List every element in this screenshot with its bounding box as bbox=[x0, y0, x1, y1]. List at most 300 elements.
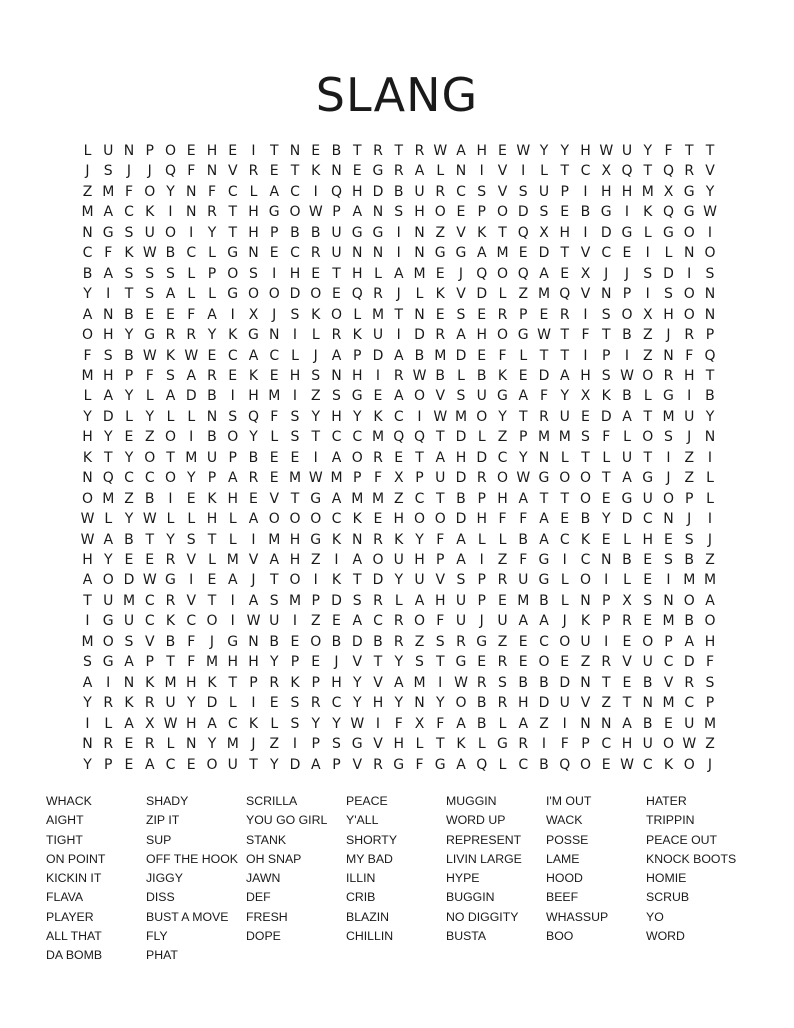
grid-letter[interactable]: A bbox=[103, 531, 114, 548]
grid-letter[interactable]: B bbox=[373, 633, 383, 650]
grid-letter[interactable]: Z bbox=[82, 183, 93, 200]
grid-letter[interactable]: D bbox=[538, 695, 550, 712]
grid-letter[interactable]: U bbox=[103, 592, 114, 609]
grid-letter[interactable]: T bbox=[539, 490, 549, 507]
grid-letter[interactable]: E bbox=[269, 449, 279, 466]
grid-letter[interactable]: S bbox=[332, 736, 341, 753]
grid-letter[interactable]: A bbox=[207, 306, 217, 323]
grid-letter[interactable]: Q bbox=[621, 163, 633, 180]
grid-letter[interactable]: R bbox=[497, 654, 508, 671]
grid-letter[interactable]: Y bbox=[560, 143, 570, 159]
grid-letter[interactable]: N bbox=[248, 245, 259, 262]
grid-letter[interactable]: L bbox=[104, 511, 113, 528]
grid-letter[interactable]: I bbox=[583, 306, 588, 323]
grid-letter[interactable]: O bbox=[683, 592, 695, 609]
grid-letter[interactable]: G bbox=[621, 490, 633, 507]
grid-letter[interactable]: B bbox=[124, 347, 134, 364]
grid-letter[interactable]: C bbox=[124, 204, 134, 221]
grid-letter[interactable]: L bbox=[228, 695, 237, 712]
grid-letter[interactable]: E bbox=[560, 265, 570, 282]
grid-letter[interactable]: Y bbox=[435, 695, 445, 712]
grid-letter[interactable]: C bbox=[144, 470, 155, 487]
grid-letter[interactable]: C bbox=[227, 347, 238, 364]
grid-letter[interactable]: H bbox=[642, 531, 653, 548]
grid-letter[interactable]: P bbox=[270, 224, 279, 241]
grid-letter[interactable]: M bbox=[351, 490, 364, 507]
grid-letter[interactable]: D bbox=[351, 633, 363, 650]
grid-letter[interactable]: R bbox=[539, 408, 549, 425]
grid-letter[interactable]: U bbox=[435, 470, 446, 487]
grid-letter[interactable]: O bbox=[268, 511, 280, 528]
grid-letter[interactable]: S bbox=[103, 347, 113, 364]
grid-letter[interactable]: K bbox=[207, 674, 217, 691]
grid-letter[interactable]: U bbox=[414, 183, 425, 200]
grid-letter[interactable]: L bbox=[270, 715, 279, 732]
grid-letter[interactable]: E bbox=[311, 143, 321, 159]
grid-letter[interactable]: R bbox=[310, 245, 321, 262]
grid-letter[interactable]: N bbox=[580, 715, 591, 732]
grid-letter[interactable]: M bbox=[185, 449, 198, 466]
grid-letter[interactable]: C bbox=[497, 449, 508, 466]
grid-letter[interactable]: O bbox=[704, 245, 716, 262]
grid-letter[interactable]: F bbox=[664, 143, 673, 159]
grid-letter[interactable]: B bbox=[580, 511, 591, 528]
grid-letter[interactable]: P bbox=[477, 572, 486, 589]
grid-letter[interactable]: L bbox=[436, 163, 445, 180]
grid-letter[interactable]: U bbox=[206, 449, 218, 466]
grid-letter[interactable]: A bbox=[539, 265, 549, 282]
grid-letter[interactable]: R bbox=[393, 163, 404, 180]
grid-letter[interactable]: I bbox=[521, 163, 526, 180]
grid-letter[interactable]: V bbox=[497, 183, 508, 200]
grid-letter[interactable]: T bbox=[643, 449, 653, 466]
grid-letter[interactable]: J bbox=[334, 654, 339, 671]
grid-letter[interactable]: S bbox=[166, 367, 175, 384]
grid-letter[interactable]: Y bbox=[124, 388, 134, 405]
grid-letter[interactable]: C bbox=[393, 408, 404, 425]
grid-letter[interactable]: D bbox=[123, 572, 135, 589]
grid-letter[interactable]: A bbox=[269, 183, 280, 200]
grid-letter[interactable]: O bbox=[704, 613, 716, 630]
grid-letter[interactable]: T bbox=[207, 592, 217, 609]
grid-letter[interactable]: J bbox=[126, 163, 132, 180]
grid-letter[interactable]: V bbox=[144, 633, 155, 650]
grid-letter[interactable]: L bbox=[415, 736, 424, 753]
grid-letter[interactable]: J bbox=[85, 163, 90, 180]
grid-letter[interactable]: K bbox=[394, 531, 404, 548]
grid-letter[interactable]: A bbox=[456, 715, 466, 732]
grid-letter[interactable]: S bbox=[394, 204, 404, 221]
grid-letter[interactable]: H bbox=[248, 388, 259, 405]
grid-letter[interactable]: B bbox=[331, 143, 342, 159]
grid-letter[interactable]: S bbox=[352, 592, 362, 609]
grid-letter[interactable]: H bbox=[455, 449, 467, 466]
grid-letter[interactable]: Z bbox=[393, 490, 404, 507]
grid-letter[interactable]: R bbox=[684, 327, 695, 344]
grid-letter[interactable]: H bbox=[351, 183, 363, 200]
grid-letter[interactable]: K bbox=[290, 674, 300, 691]
grid-letter[interactable]: R bbox=[207, 204, 217, 221]
grid-letter[interactable]: C bbox=[331, 511, 342, 528]
grid-letter[interactable]: H bbox=[434, 592, 446, 609]
grid-letter[interactable]: O bbox=[434, 511, 446, 528]
grid-letter[interactable]: K bbox=[352, 327, 362, 344]
grid-letter[interactable]: R bbox=[144, 736, 155, 753]
grid-letter[interactable]: E bbox=[124, 756, 134, 773]
grid-letter[interactable]: T bbox=[207, 531, 217, 548]
grid-letter[interactable]: T bbox=[145, 531, 155, 548]
grid-letter[interactable]: O bbox=[496, 204, 508, 221]
grid-letter[interactable]: M bbox=[434, 347, 447, 364]
grid-letter[interactable]: E bbox=[601, 756, 611, 773]
grid-letter[interactable]: J bbox=[604, 265, 609, 282]
grid-letter[interactable]: O bbox=[81, 327, 94, 344]
grid-letter[interactable]: W bbox=[163, 715, 178, 732]
grid-letter[interactable]: S bbox=[145, 286, 155, 303]
grid-letter[interactable]: V bbox=[580, 695, 591, 712]
grid-letter[interactable]: Z bbox=[580, 654, 591, 671]
grid-letter[interactable]: S bbox=[124, 265, 134, 282]
grid-letter[interactable]: R bbox=[393, 367, 404, 384]
grid-letter[interactable]: K bbox=[352, 511, 362, 528]
grid-letter[interactable]: J bbox=[458, 265, 464, 282]
grid-letter[interactable]: J bbox=[313, 347, 318, 364]
grid-letter[interactable]: T bbox=[332, 265, 341, 282]
grid-letter[interactable]: Z bbox=[705, 736, 715, 753]
grid-letter[interactable]: L bbox=[664, 245, 673, 262]
grid-letter[interactable]: C bbox=[144, 592, 155, 609]
grid-letter[interactable]: B bbox=[207, 388, 217, 405]
grid-letter[interactable]: J bbox=[251, 572, 256, 589]
grid-letter[interactable]: M bbox=[703, 572, 717, 589]
grid-letter[interactable]: I bbox=[645, 286, 650, 303]
grid-letter[interactable]: A bbox=[622, 715, 632, 732]
grid-letter[interactable]: V bbox=[435, 572, 446, 589]
grid-letter[interactable]: B bbox=[207, 429, 217, 446]
grid-letter[interactable]: U bbox=[372, 327, 384, 344]
grid-letter[interactable]: B bbox=[622, 327, 632, 344]
grid-letter[interactable]: I bbox=[168, 490, 173, 507]
grid-letter[interactable]: W bbox=[142, 245, 157, 262]
grid-letter[interactable]: B bbox=[456, 490, 466, 507]
grid-letter[interactable]: L bbox=[602, 449, 611, 466]
grid-letter[interactable]: G bbox=[517, 327, 529, 344]
grid-letter[interactable]: U bbox=[559, 695, 570, 712]
grid-letter[interactable]: L bbox=[519, 347, 528, 364]
grid-letter[interactable]: D bbox=[476, 449, 488, 466]
grid-letter[interactable]: A bbox=[82, 572, 93, 589]
grid-letter[interactable]: P bbox=[519, 429, 528, 446]
grid-letter[interactable]: N bbox=[580, 674, 591, 691]
grid-letter[interactable]: K bbox=[248, 715, 259, 732]
grid-letter[interactable]: A bbox=[103, 265, 114, 282]
grid-letter[interactable]: Q bbox=[351, 286, 363, 303]
grid-letter[interactable]: N bbox=[455, 163, 467, 180]
grid-letter[interactable]: T bbox=[352, 572, 362, 589]
grid-letter[interactable]: A bbox=[310, 756, 321, 773]
grid-letter[interactable]: W bbox=[412, 367, 427, 384]
grid-letter[interactable]: F bbox=[560, 736, 569, 753]
grid-letter[interactable]: I bbox=[189, 429, 194, 446]
grid-letter[interactable]: U bbox=[559, 408, 570, 425]
grid-letter[interactable]: B bbox=[539, 592, 549, 609]
grid-letter[interactable]: G bbox=[310, 531, 322, 548]
grid-letter[interactable]: J bbox=[209, 633, 215, 650]
grid-letter[interactable]: O bbox=[164, 224, 176, 241]
grid-letter[interactable]: S bbox=[705, 674, 715, 691]
grid-letter[interactable]: M bbox=[371, 490, 385, 507]
grid-letter[interactable]: P bbox=[581, 736, 590, 753]
grid-letter[interactable]: L bbox=[498, 715, 507, 732]
grid-letter[interactable]: S bbox=[249, 265, 258, 282]
grid-letter[interactable]: U bbox=[518, 572, 529, 589]
grid-letter[interactable]: B bbox=[269, 633, 280, 650]
grid-letter[interactable]: H bbox=[227, 654, 238, 671]
grid-letter[interactable]: S bbox=[124, 633, 134, 650]
grid-letter[interactable]: O bbox=[662, 736, 674, 753]
grid-letter[interactable]: E bbox=[477, 306, 487, 323]
grid-letter[interactable]: L bbox=[706, 470, 714, 487]
grid-letter[interactable]: T bbox=[581, 449, 590, 466]
grid-letter[interactable]: N bbox=[704, 429, 716, 446]
grid-letter[interactable]: M bbox=[413, 674, 426, 691]
grid-letter[interactable]: K bbox=[124, 695, 134, 712]
grid-letter[interactable]: C bbox=[580, 163, 591, 180]
grid-letter[interactable]: I bbox=[707, 449, 713, 466]
grid-letter[interactable]: W bbox=[80, 511, 95, 528]
grid-letter[interactable]: I bbox=[189, 224, 194, 241]
grid-letter[interactable]: B bbox=[414, 347, 425, 364]
grid-letter[interactable]: O bbox=[227, 265, 239, 282]
grid-letter[interactable]: E bbox=[518, 654, 528, 671]
grid-letter[interactable]: Y bbox=[166, 183, 175, 200]
grid-letter[interactable]: A bbox=[539, 511, 549, 528]
grid-letter[interactable]: V bbox=[227, 163, 238, 180]
grid-letter[interactable]: F bbox=[498, 347, 507, 364]
grid-letter[interactable]: T bbox=[601, 674, 611, 691]
grid-letter[interactable]: E bbox=[269, 367, 279, 384]
grid-letter[interactable]: E bbox=[311, 654, 321, 671]
grid-letter[interactable]: N bbox=[663, 592, 674, 609]
grid-letter[interactable]: N bbox=[206, 163, 218, 180]
grid-letter[interactable]: T bbox=[415, 449, 424, 466]
grid-letter[interactable]: Z bbox=[310, 388, 321, 405]
grid-letter[interactable]: U bbox=[269, 613, 280, 630]
grid-letter[interactable]: H bbox=[580, 143, 591, 159]
grid-letter[interactable]: M bbox=[496, 245, 509, 262]
grid-letter[interactable]: C bbox=[82, 245, 93, 262]
grid-letter[interactable]: I bbox=[251, 143, 256, 159]
grid-letter[interactable]: R bbox=[331, 327, 342, 344]
grid-letter[interactable]: P bbox=[622, 286, 632, 303]
grid-letter[interactable]: G bbox=[538, 572, 550, 589]
grid-letter[interactable]: E bbox=[643, 552, 653, 568]
grid-letter[interactable]: T bbox=[228, 224, 238, 241]
grid-letter[interactable]: Y bbox=[83, 286, 92, 303]
grid-letter[interactable]: E bbox=[124, 736, 134, 753]
grid-letter[interactable]: C bbox=[124, 470, 134, 487]
grid-letter[interactable]: O bbox=[683, 306, 695, 323]
grid-letter[interactable]: T bbox=[166, 654, 175, 671]
grid-letter[interactable]: K bbox=[456, 736, 466, 753]
grid-letter[interactable]: F bbox=[705, 654, 715, 671]
grid-letter[interactable]: K bbox=[228, 327, 238, 344]
grid-letter[interactable]: M bbox=[537, 429, 551, 446]
grid-letter[interactable]: V bbox=[352, 654, 363, 671]
grid-letter[interactable]: M bbox=[205, 654, 219, 671]
grid-letter[interactable]: B bbox=[165, 633, 176, 650]
grid-letter[interactable]: W bbox=[142, 347, 157, 364]
grid-letter[interactable]: K bbox=[207, 490, 217, 507]
grid-letter[interactable]: O bbox=[164, 143, 176, 159]
grid-letter[interactable]: N bbox=[351, 531, 363, 548]
grid-letter[interactable]: A bbox=[435, 449, 446, 466]
grid-letter[interactable]: L bbox=[374, 265, 382, 282]
grid-letter[interactable]: B bbox=[684, 613, 695, 630]
grid-letter[interactable]: H bbox=[704, 633, 716, 650]
grid-letter[interactable]: I bbox=[624, 347, 630, 364]
grid-letter[interactable]: A bbox=[248, 511, 259, 528]
grid-letter[interactable]: T bbox=[560, 163, 570, 180]
grid-letter[interactable]: Y bbox=[207, 327, 217, 344]
grid-letter[interactable]: C bbox=[663, 654, 674, 671]
grid-letter[interactable]: C bbox=[227, 183, 238, 200]
grid-letter[interactable]: M bbox=[454, 408, 468, 425]
grid-letter[interactable]: N bbox=[268, 327, 280, 344]
grid-letter[interactable]: T bbox=[228, 674, 238, 691]
grid-letter[interactable]: O bbox=[413, 388, 425, 405]
grid-letter[interactable]: O bbox=[102, 633, 114, 650]
grid-letter[interactable]: D bbox=[455, 347, 467, 364]
grid-letter[interactable]: C bbox=[290, 245, 300, 262]
grid-letter[interactable]: T bbox=[103, 449, 113, 466]
grid-letter[interactable]: D bbox=[289, 756, 301, 773]
grid-letter[interactable]: P bbox=[560, 183, 569, 200]
grid-letter[interactable]: Y bbox=[166, 531, 175, 548]
grid-letter[interactable]: I bbox=[292, 613, 298, 630]
grid-letter[interactable]: R bbox=[165, 327, 176, 344]
grid-letter[interactable]: A bbox=[559, 367, 570, 384]
grid-letter[interactable]: R bbox=[373, 756, 383, 773]
grid-letter[interactable]: D bbox=[476, 286, 488, 303]
grid-letter[interactable]: E bbox=[601, 490, 611, 507]
grid-letter[interactable]: R bbox=[663, 367, 674, 384]
grid-letter[interactable]: C bbox=[642, 511, 653, 528]
grid-letter[interactable]: O bbox=[434, 204, 446, 221]
grid-letter[interactable]: M bbox=[102, 183, 115, 200]
grid-letter[interactable]: M bbox=[537, 286, 551, 303]
grid-letter[interactable]: L bbox=[311, 327, 320, 344]
grid-letter[interactable]: B bbox=[248, 449, 259, 466]
grid-letter[interactable]: S bbox=[539, 204, 549, 221]
grid-letter[interactable]: O bbox=[683, 286, 695, 303]
grid-letter[interactable]: R bbox=[373, 286, 383, 303]
grid-letter[interactable]: Y bbox=[394, 572, 404, 589]
grid-letter[interactable]: O bbox=[683, 224, 695, 241]
grid-letter[interactable]: L bbox=[540, 163, 548, 180]
grid-letter[interactable]: H bbox=[476, 327, 487, 344]
grid-letter[interactable]: O bbox=[496, 470, 508, 487]
grid-letter[interactable]: K bbox=[145, 204, 155, 221]
grid-letter[interactable]: T bbox=[684, 143, 694, 159]
grid-letter[interactable]: N bbox=[206, 408, 218, 425]
grid-letter[interactable]: B bbox=[518, 674, 529, 691]
grid-letter[interactable]: V bbox=[248, 552, 259, 568]
grid-letter[interactable]: S bbox=[435, 633, 445, 650]
grid-letter[interactable]: X bbox=[414, 715, 425, 732]
grid-letter[interactable]: E bbox=[435, 265, 445, 282]
grid-letter[interactable]: I bbox=[313, 183, 318, 200]
grid-letter[interactable]: U bbox=[123, 613, 135, 630]
grid-letter[interactable]: T bbox=[290, 163, 300, 180]
grid-letter[interactable]: Q bbox=[413, 429, 425, 446]
grid-letter[interactable]: S bbox=[705, 265, 715, 282]
grid-letter[interactable]: T bbox=[643, 408, 653, 425]
grid-letter[interactable]: E bbox=[518, 245, 528, 262]
grid-letter[interactable]: P bbox=[477, 592, 486, 609]
grid-letter[interactable]: M bbox=[683, 572, 696, 589]
grid-letter[interactable]: I bbox=[562, 715, 567, 732]
grid-letter[interactable]: T bbox=[560, 490, 570, 507]
grid-letter[interactable]: F bbox=[373, 470, 383, 487]
grid-letter[interactable]: Y bbox=[352, 695, 362, 712]
grid-letter[interactable]: W bbox=[142, 511, 157, 528]
grid-letter[interactable]: U bbox=[103, 143, 114, 159]
grid-letter[interactable]: G bbox=[538, 470, 550, 487]
grid-letter[interactable]: A bbox=[352, 613, 363, 630]
grid-letter[interactable]: E bbox=[269, 163, 279, 180]
grid-letter[interactable]: S bbox=[498, 674, 507, 691]
grid-letter[interactable]: H bbox=[185, 715, 197, 732]
grid-letter[interactable]: O bbox=[476, 408, 488, 425]
grid-letter[interactable]: Y bbox=[352, 674, 362, 691]
grid-letter[interactable]: Z bbox=[518, 286, 529, 303]
grid-letter[interactable]: Y bbox=[311, 408, 321, 425]
grid-letter[interactable]: W bbox=[682, 736, 697, 753]
grid-letter[interactable]: R bbox=[456, 633, 466, 650]
grid-letter[interactable]: E bbox=[622, 674, 632, 691]
grid-letter[interactable]: P bbox=[228, 449, 237, 466]
grid-letter[interactable]: I bbox=[438, 674, 443, 691]
grid-letter[interactable]: Y bbox=[269, 756, 279, 773]
grid-letter[interactable]: V bbox=[622, 654, 632, 671]
grid-letter[interactable]: B bbox=[622, 552, 632, 568]
grid-letter[interactable]: O bbox=[579, 572, 591, 589]
grid-letter[interactable]: A bbox=[227, 470, 238, 487]
grid-letter[interactable]: L bbox=[477, 531, 486, 548]
grid-letter[interactable]: Q bbox=[559, 756, 571, 773]
grid-letter[interactable]: S bbox=[290, 715, 300, 732]
grid-letter[interactable]: A bbox=[518, 715, 529, 732]
grid-letter[interactable]: U bbox=[476, 388, 487, 405]
grid-letter[interactable]: N bbox=[600, 715, 612, 732]
grid-letter[interactable]: I bbox=[292, 736, 298, 753]
grid-letter[interactable]: L bbox=[353, 306, 362, 323]
grid-letter[interactable]: O bbox=[538, 654, 550, 671]
grid-letter[interactable]: L bbox=[498, 531, 507, 548]
grid-letter[interactable]: W bbox=[433, 408, 448, 425]
grid-letter[interactable]: F bbox=[602, 429, 611, 446]
grid-letter[interactable]: A bbox=[684, 633, 695, 650]
grid-letter[interactable]: N bbox=[538, 449, 550, 466]
grid-letter[interactable]: I bbox=[624, 204, 630, 221]
grid-letter[interactable]: N bbox=[248, 633, 259, 650]
grid-letter[interactable]: R bbox=[476, 470, 487, 487]
grid-letter[interactable]: U bbox=[580, 633, 591, 650]
grid-letter[interactable]: N bbox=[82, 470, 93, 487]
grid-letter[interactable]: S bbox=[643, 592, 653, 609]
grid-letter[interactable]: L bbox=[208, 286, 216, 303]
